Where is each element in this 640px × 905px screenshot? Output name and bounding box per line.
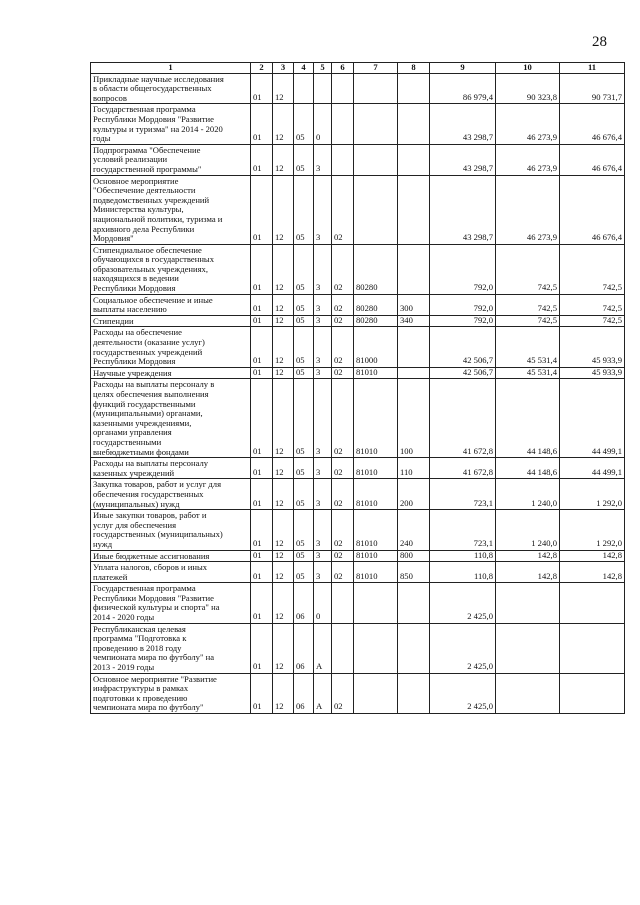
- code-cell: [398, 73, 430, 104]
- row-name-line: платежей: [93, 571, 128, 582]
- row-name-line: Государственная программа: [93, 583, 196, 594]
- code-cell: 01: [251, 144, 273, 175]
- code-cell: 05: [294, 367, 314, 379]
- code-cell: 05: [294, 379, 314, 458]
- code-cell: А: [314, 623, 332, 673]
- code-cell: [354, 104, 398, 144]
- row-name-line: "Обеспечение деятельности: [93, 185, 196, 196]
- row-name-line: Расходы на выплаты персоналу в: [93, 379, 215, 390]
- row-name-line: нужд: [93, 538, 113, 549]
- amount-cell: 46 676,4: [560, 104, 625, 144]
- table-row: [91, 294, 625, 315]
- column-header: 8: [398, 63, 430, 74]
- amount-cell: [496, 673, 560, 713]
- table-row: [91, 244, 625, 294]
- row-name-line: физической культуры и спорта" на: [93, 602, 220, 613]
- row-name-line: Прикладные научные исследования: [93, 73, 224, 84]
- table-row: [91, 583, 625, 623]
- code-cell: 01: [251, 73, 273, 104]
- table-row: [91, 673, 625, 713]
- row-name-line: услуг для обеспечения: [93, 519, 177, 530]
- code-cell: 3: [314, 175, 332, 244]
- code-cell: 12: [273, 367, 294, 379]
- code-cell: 300: [398, 294, 430, 315]
- row-name-cell: [91, 379, 251, 458]
- code-cell: 05: [294, 175, 314, 244]
- code-cell: 100: [398, 379, 430, 458]
- row-name-line: образовательных учреждениях,: [93, 263, 209, 274]
- code-cell: 02: [332, 315, 354, 327]
- code-cell: 3: [314, 244, 332, 294]
- row-name-line: (муниципальных) нужд: [93, 498, 180, 509]
- row-name-cell: [91, 144, 251, 175]
- code-cell: 340: [398, 315, 430, 327]
- amount-cell: 792,0: [430, 294, 496, 315]
- code-cell: 3: [314, 327, 332, 367]
- amount-cell: 42 506,7: [430, 327, 496, 367]
- code-cell: 02: [332, 175, 354, 244]
- row-name-cell: [91, 175, 251, 244]
- code-cell: 3: [314, 315, 332, 327]
- code-cell: 01: [251, 367, 273, 379]
- code-cell: 05: [294, 510, 314, 550]
- amount-cell: 86 979,4: [430, 73, 496, 104]
- code-cell: 3: [314, 144, 332, 175]
- amount-cell: 2 425,0: [430, 583, 496, 623]
- row-name-line: подготовки к проведению: [93, 692, 188, 703]
- row-name-cell: [91, 458, 251, 479]
- amount-cell: 45 933,9: [560, 327, 625, 367]
- table-row: [91, 73, 625, 104]
- code-cell: 05: [294, 315, 314, 327]
- row-name-line: Научные учреждения: [93, 367, 172, 378]
- code-cell: 02: [332, 510, 354, 550]
- row-name-cell: [91, 583, 251, 623]
- row-name-line: 2014 - 2020 годы: [93, 612, 155, 623]
- code-cell: [354, 73, 398, 104]
- code-cell: [398, 175, 430, 244]
- amount-cell: 46 273,9: [496, 104, 560, 144]
- code-cell: 3: [314, 379, 332, 458]
- code-cell: 12: [273, 623, 294, 673]
- row-name-line: чемпионата мира по футболу" на: [93, 652, 215, 663]
- amount-cell: 45 531,4: [496, 367, 560, 379]
- code-cell: 12: [273, 315, 294, 327]
- row-name-cell: [91, 479, 251, 510]
- table-row: [91, 510, 625, 550]
- amount-cell: 46 676,4: [560, 144, 625, 175]
- amount-cell: 41 672,8: [430, 379, 496, 458]
- amount-cell: 142,8: [496, 562, 560, 583]
- code-cell: 12: [273, 583, 294, 623]
- code-cell: 3: [314, 294, 332, 315]
- code-cell: 0: [314, 583, 332, 623]
- row-name-line: органами управления: [93, 427, 172, 438]
- row-name-line: Республики Мордовия: [93, 283, 176, 294]
- code-cell: 12: [273, 244, 294, 294]
- row-name-line: Иные бюджетные ассигнования: [93, 550, 210, 561]
- row-name-line: выплаты населению: [93, 304, 167, 315]
- row-name-line: деятельности (оказание услуг): [93, 337, 205, 348]
- row-name-line: в области общегосударственных: [93, 83, 212, 94]
- code-cell: 01: [251, 510, 273, 550]
- row-name-line: (муниципальными) органами,: [93, 408, 203, 419]
- code-cell: [332, 623, 354, 673]
- row-name-cell: [91, 510, 251, 550]
- code-cell: 3: [314, 562, 332, 583]
- code-cell: [398, 244, 430, 294]
- row-name-line: Расходы на обеспечение: [93, 327, 182, 338]
- code-cell: 12: [273, 379, 294, 458]
- code-cell: 01: [251, 104, 273, 144]
- row-name-cell: [91, 315, 251, 327]
- row-name-line: 2013 - 2019 годы: [93, 662, 155, 673]
- code-cell: [294, 73, 314, 104]
- amount-cell: 46 273,9: [496, 144, 560, 175]
- code-cell: 06: [294, 583, 314, 623]
- amount-cell: 142,8: [560, 550, 625, 562]
- code-cell: [398, 623, 430, 673]
- code-cell: 240: [398, 510, 430, 550]
- code-cell: 81010: [354, 562, 398, 583]
- amount-cell: 142,8: [560, 562, 625, 583]
- row-name-line: обучающихся в государственных: [93, 254, 215, 265]
- code-cell: 81010: [354, 367, 398, 379]
- code-cell: 01: [251, 244, 273, 294]
- code-cell: 05: [294, 562, 314, 583]
- code-cell: 01: [251, 673, 273, 713]
- row-name-line: внебюджетными фондами: [93, 446, 189, 457]
- row-name-line: архивного дела Республики: [93, 223, 195, 234]
- table-row: [91, 623, 625, 673]
- code-cell: 12: [273, 327, 294, 367]
- amount-cell: 43 298,7: [430, 144, 496, 175]
- code-cell: [354, 175, 398, 244]
- code-cell: 02: [332, 550, 354, 562]
- amount-cell: 45 531,4: [496, 327, 560, 367]
- code-cell: [332, 583, 354, 623]
- code-cell: [398, 367, 430, 379]
- code-cell: [332, 144, 354, 175]
- code-cell: [332, 73, 354, 104]
- column-header: 3: [273, 63, 294, 74]
- code-cell: 05: [294, 327, 314, 367]
- code-cell: 80280: [354, 294, 398, 315]
- amount-cell: 90 323,8: [496, 73, 560, 104]
- code-cell: 12: [273, 673, 294, 713]
- amount-cell: 90 731,7: [560, 73, 625, 104]
- code-cell: 06: [294, 673, 314, 713]
- column-header: 10: [496, 63, 560, 74]
- code-cell: [398, 144, 430, 175]
- row-name-line: программа "Подготовка к: [93, 633, 187, 644]
- row-name-line: государственных учреждений: [93, 346, 203, 357]
- code-cell: 01: [251, 623, 273, 673]
- code-cell: 81010: [354, 379, 398, 458]
- column-header: 2: [251, 63, 273, 74]
- table-row: [91, 315, 625, 327]
- code-cell: 05: [294, 244, 314, 294]
- row-name-line: Стипендиальное обеспечение: [93, 244, 202, 255]
- code-cell: [398, 104, 430, 144]
- code-cell: [398, 673, 430, 713]
- table-row: [91, 379, 625, 458]
- code-cell: 81010: [354, 458, 398, 479]
- column-header: 11: [560, 63, 625, 74]
- code-cell: 02: [332, 327, 354, 367]
- code-cell: [354, 673, 398, 713]
- code-cell: 81010: [354, 510, 398, 550]
- amount-cell: [560, 623, 625, 673]
- code-cell: 12: [273, 458, 294, 479]
- code-cell: 01: [251, 562, 273, 583]
- row-name-line: Основное мероприятие: [93, 175, 179, 186]
- code-cell: 02: [332, 458, 354, 479]
- budget-table: [90, 62, 625, 714]
- amount-cell: 44 499,1: [560, 379, 625, 458]
- row-name-line: инфраструктуры в рамках: [93, 683, 189, 694]
- code-cell: 05: [294, 458, 314, 479]
- amount-cell: 46 273,9: [496, 175, 560, 244]
- row-name-cell: [91, 673, 251, 713]
- code-cell: 12: [273, 479, 294, 510]
- code-cell: [398, 327, 430, 367]
- code-cell: 12: [273, 144, 294, 175]
- row-name-line: проведению в 2018 году: [93, 642, 182, 653]
- amount-cell: 792,0: [430, 244, 496, 294]
- code-cell: 12: [273, 294, 294, 315]
- amount-cell: 2 425,0: [430, 673, 496, 713]
- code-cell: 05: [294, 479, 314, 510]
- table-row: [91, 562, 625, 583]
- table-row: [91, 479, 625, 510]
- amount-cell: 44 148,6: [496, 379, 560, 458]
- column-header: 7: [354, 63, 398, 74]
- code-cell: 0: [314, 104, 332, 144]
- code-cell: 01: [251, 379, 273, 458]
- code-cell: 05: [294, 104, 314, 144]
- row-name-line: условий реализации: [93, 154, 168, 165]
- row-name-line: функций государственными: [93, 398, 196, 409]
- row-name-line: национальной политики, туризма и: [93, 213, 223, 224]
- row-name-line: Закупка товаров, работ и услуг для: [93, 479, 222, 490]
- amount-cell: [560, 673, 625, 713]
- code-cell: 02: [332, 673, 354, 713]
- code-cell: 05: [294, 294, 314, 315]
- row-name-line: Основное мероприятие "Развитие: [93, 673, 217, 684]
- row-name-cell: [91, 550, 251, 562]
- code-cell: [398, 583, 430, 623]
- code-cell: 81000: [354, 327, 398, 367]
- row-name-line: находящихся в ведении: [93, 273, 179, 284]
- code-cell: 200: [398, 479, 430, 510]
- code-cell: [354, 144, 398, 175]
- row-name-line: подведомственных учреждений: [93, 194, 210, 205]
- row-name-line: государственной программы": [93, 163, 202, 174]
- amount-cell: 742,5: [496, 294, 560, 315]
- code-cell: 02: [332, 367, 354, 379]
- amount-cell: 142,8: [496, 550, 560, 562]
- code-cell: [354, 623, 398, 673]
- row-name-line: Иные закупки товаров, работ и: [93, 510, 207, 521]
- row-name-cell: [91, 73, 251, 104]
- row-name-line: Стипендии: [93, 315, 134, 326]
- row-name-line: Республики Мордовия "Развитие: [93, 113, 214, 124]
- amount-cell: 41 672,8: [430, 458, 496, 479]
- table-row: [91, 175, 625, 244]
- row-name-line: целях обеспечения выполнения: [93, 389, 209, 399]
- amount-cell: 1 292,0: [560, 479, 625, 510]
- table-row: [91, 550, 625, 562]
- code-cell: 3: [314, 479, 332, 510]
- row-name-cell: [91, 104, 251, 144]
- row-name-line: Уплата налогов, сборов и иных: [93, 562, 208, 573]
- amount-cell: 43 298,7: [430, 104, 496, 144]
- code-cell: А: [314, 673, 332, 713]
- row-name-line: чемпионата мира по футболу": [93, 702, 204, 713]
- code-cell: 06: [294, 623, 314, 673]
- table-row: [91, 458, 625, 479]
- amount-cell: [496, 623, 560, 673]
- column-header: 1: [91, 63, 251, 74]
- row-name-line: Министерства культуры,: [93, 204, 184, 215]
- code-cell: 01: [251, 315, 273, 327]
- amount-cell: 742,5: [496, 244, 560, 294]
- column-header: 9: [430, 63, 496, 74]
- row-name-line: Подпрограмма "Обеспечение: [93, 144, 201, 155]
- code-cell: 01: [251, 583, 273, 623]
- row-name-cell: [91, 367, 251, 379]
- code-cell: 01: [251, 294, 273, 315]
- code-cell: 850: [398, 562, 430, 583]
- row-name-line: годы: [93, 133, 111, 144]
- row-name-line: Мордовия": [93, 233, 134, 244]
- row-name-line: государственными: [93, 436, 162, 447]
- row-name-line: Республики Мордовия: [93, 356, 176, 367]
- amount-cell: 742,5: [560, 244, 625, 294]
- amount-cell: 45 933,9: [560, 367, 625, 379]
- row-name-cell: [91, 562, 251, 583]
- amount-cell: 742,5: [496, 315, 560, 327]
- row-name-cell: [91, 623, 251, 673]
- amount-cell: [496, 583, 560, 623]
- row-name-line: казенными учреждениями,: [93, 417, 192, 428]
- row-name-line: Государственная программа: [93, 104, 196, 115]
- code-cell: 3: [314, 510, 332, 550]
- row-name-cell: [91, 244, 251, 294]
- code-cell: 02: [332, 379, 354, 458]
- code-cell: 12: [273, 175, 294, 244]
- code-cell: 800: [398, 550, 430, 562]
- amount-cell: 792,0: [430, 315, 496, 327]
- code-cell: 05: [294, 550, 314, 562]
- code-cell: [354, 583, 398, 623]
- row-name-line: Социальное обеспечение и иные: [93, 294, 213, 305]
- code-cell: 02: [332, 244, 354, 294]
- amount-cell: 44 499,1: [560, 458, 625, 479]
- row-name-line: казенных учреждений: [93, 467, 175, 478]
- code-cell: 12: [273, 550, 294, 562]
- row-name-line: вопросов: [93, 92, 127, 103]
- code-cell: 01: [251, 327, 273, 367]
- page-number: 28: [592, 34, 607, 50]
- amount-cell: 42 506,7: [430, 367, 496, 379]
- code-cell: 3: [314, 367, 332, 379]
- table-row: [91, 104, 625, 144]
- amount-cell: [560, 583, 625, 623]
- code-cell: 01: [251, 175, 273, 244]
- code-cell: 3: [314, 458, 332, 479]
- amount-cell: 742,5: [560, 294, 625, 315]
- amount-cell: 1 240,0: [496, 479, 560, 510]
- code-cell: 110: [398, 458, 430, 479]
- code-cell: 12: [273, 73, 294, 104]
- code-cell: 3: [314, 550, 332, 562]
- table-row: [91, 327, 625, 367]
- table-row: [91, 367, 625, 379]
- amount-cell: 1 292,0: [560, 510, 625, 550]
- amount-cell: 46 676,4: [560, 175, 625, 244]
- row-name-cell: [91, 327, 251, 367]
- table-row: [91, 144, 625, 175]
- code-cell: 12: [273, 510, 294, 550]
- code-cell: 01: [251, 458, 273, 479]
- amount-cell: 110,8: [430, 550, 496, 562]
- code-cell: 12: [273, 562, 294, 583]
- code-cell: 02: [332, 294, 354, 315]
- amount-cell: 110,8: [430, 562, 496, 583]
- row-name-line: государственных (муниципальных): [93, 529, 223, 540]
- code-cell: 02: [332, 562, 354, 583]
- column-header: 4: [294, 63, 314, 74]
- code-cell: 12: [273, 104, 294, 144]
- amount-cell: 43 298,7: [430, 175, 496, 244]
- row-name-line: обеспечения государственных: [93, 488, 204, 499]
- amount-cell: 723,1: [430, 479, 496, 510]
- amount-cell: 2 425,0: [430, 623, 496, 673]
- code-cell: 01: [251, 479, 273, 510]
- code-cell: [332, 104, 354, 144]
- table-header-row: [91, 63, 625, 74]
- code-cell: [314, 73, 332, 104]
- row-name-line: культуры и туризма" на 2014 - 2020: [93, 123, 223, 134]
- column-header: 5: [314, 63, 332, 74]
- code-cell: 80280: [354, 244, 398, 294]
- code-cell: 80280: [354, 315, 398, 327]
- amount-cell: 44 148,6: [496, 458, 560, 479]
- code-cell: 01: [251, 550, 273, 562]
- row-name-cell: [91, 294, 251, 315]
- code-cell: 02: [332, 479, 354, 510]
- amount-cell: 723,1: [430, 510, 496, 550]
- code-cell: 05: [294, 144, 314, 175]
- code-cell: 81010: [354, 479, 398, 510]
- table-body: [91, 73, 625, 713]
- row-name-line: Расходы на выплаты персоналу: [93, 458, 209, 469]
- amount-cell: 742,5: [560, 315, 625, 327]
- code-cell: 81010: [354, 550, 398, 562]
- row-name-line: Республиканская целевая: [93, 623, 186, 634]
- amount-cell: 1 240,0: [496, 510, 560, 550]
- column-header: 6: [332, 63, 354, 74]
- row-name-line: Республики Мордовия "Развитие: [93, 592, 214, 603]
